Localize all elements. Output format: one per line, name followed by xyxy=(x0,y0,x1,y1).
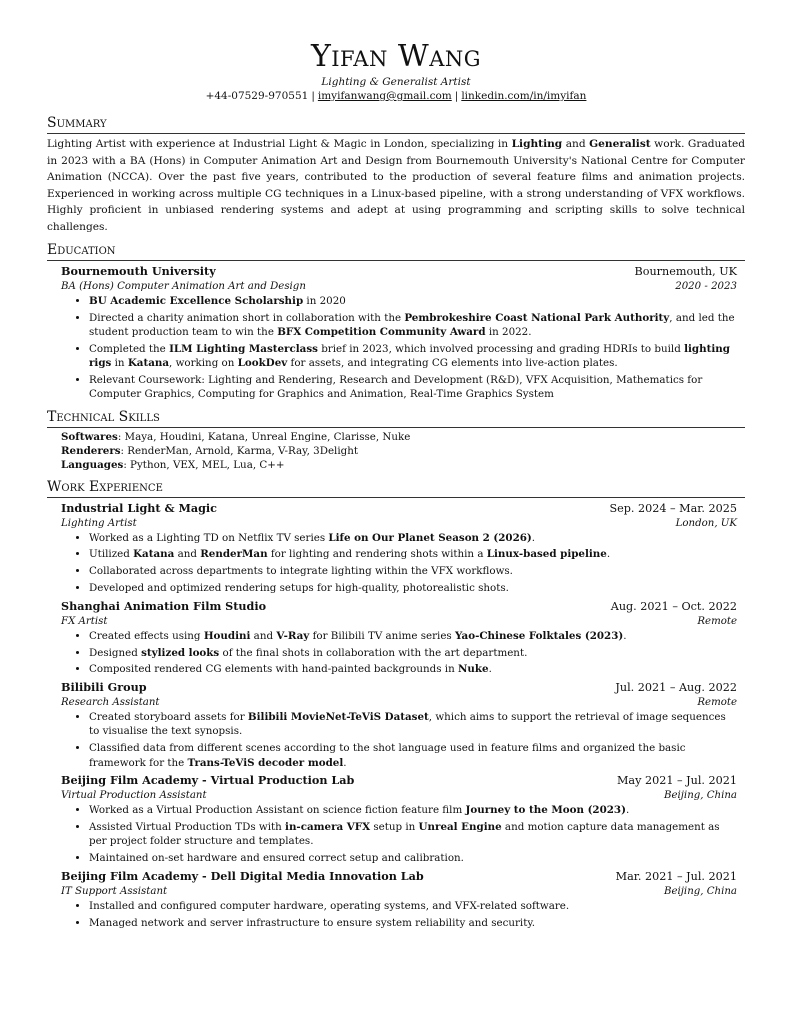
list-item: • Assisted Virtual Production TDs with in-camera VFX setup in Unreal Engine and motion capture data management as per project folder structure and templates. xyxy=(89,820,737,849)
job-location: Remote xyxy=(697,697,737,709)
skills-softwares: Softwares: Maya, Houdini, Katana, Unreal Engine, Clarisse, Nuke xyxy=(61,430,411,443)
job-location: Beijing, China xyxy=(664,790,737,802)
summary-bold: Lighting xyxy=(511,138,563,150)
job-bullets xyxy=(61,629,737,677)
email-link[interactable]: imyifanwang@gmail.com xyxy=(317,90,452,102)
job-bullets xyxy=(61,710,737,770)
list-item: • Installed and configured computer hardware, operating systems, and VFX-related software. xyxy=(89,899,737,913)
resume-page xyxy=(47,40,745,933)
job-bullets xyxy=(61,803,737,865)
list-item: • Worked as a Lighting TD on Netflix TV series Life on Our Planet Season 2 (2026). xyxy=(89,531,737,545)
list-item: • Completed the ILM Lighting Masterclass brief in 2023, which involved processing and grading HDRIs to build lighting rigs in Katana, working on LookDev for assets, and integrating CG elements into live-action plates. xyxy=(89,342,737,371)
job-location: Beijing, China xyxy=(664,886,737,898)
list-item: • Collaborated across departments to integrate lighting within the VFX workflows. xyxy=(89,564,737,578)
section-title-education: Education xyxy=(47,241,745,261)
summary-text: Lighting Artist with experience at Industrial Light & Magic in London, specializing in xyxy=(47,138,512,150)
list-item: • Composited rendered CG elements with hand-painted backgrounds in Nuke. xyxy=(89,662,737,676)
job-dates: Mar. 2021 – Jul. 2021 xyxy=(615,870,737,884)
list-item: • Directed a charity animation short in collaboration with the Pembrokeshire Coast National Park Authority, and led the student production team to win the BFX Competition Community Award in 2022. xyxy=(89,311,737,340)
skills-block xyxy=(47,430,745,472)
summary-text: and xyxy=(562,138,590,150)
section-title-summary: Summary xyxy=(47,114,745,134)
school-name: Bournemouth University xyxy=(61,264,216,278)
separator: | xyxy=(311,90,315,102)
list-item: • Created storyboard assets for Bilibili MovieNet-TeViS Dataset, which aims to support the retrieval of image sequences to visualise the text synopsis. xyxy=(89,710,737,739)
job-dates: May 2021 – Jul. 2021 xyxy=(616,774,737,788)
job-role: FX Artist xyxy=(61,615,108,627)
job-bullets xyxy=(61,531,737,596)
summary-text: work. Graduated in 2023 with a BA (Hons) in Computer Animation Art and Design from Bournemouth University's National Centre for Computer Animation (NCCA). Over the past five years, contributed to the production of several feature films and animation projects. Experienced in working across multiple CG techniques in a Linux-based pipeline, with a strong understanding of VFX workflows. Highly proficient in unbiased rendering systems and adept at using programming and scripting skills to solve technical challenges. xyxy=(47,138,746,233)
work-entry-shanghai xyxy=(47,598,745,677)
summary-paragraph xyxy=(47,136,745,235)
separator: | xyxy=(454,90,459,102)
job-role: IT Support Assistant xyxy=(61,886,168,898)
company-name: Beijing Film Academy - Dell Digital Media Innovation Lab xyxy=(61,869,424,884)
degree: BA (Hons) Computer Animation Art and Design xyxy=(61,281,306,292)
education-entry xyxy=(47,263,745,402)
work-entry-bilibili xyxy=(47,679,745,770)
resume-name: Yifan Wang xyxy=(310,39,482,74)
list-item: • Managed network and server infrastructure to ensure system reliability and security. xyxy=(89,916,737,930)
list-item: • Maintained on-set hardware and ensured correct setup and calibration. xyxy=(89,851,737,865)
list-item: • Utilized Katana and RenderMan for lighting and rendering shots within a Linux-based pipeline. xyxy=(89,547,737,561)
phone-number: +44-07529-970551 xyxy=(205,90,309,102)
list-item: • Relevant Coursework: Lighting and Rendering, Research and Development (R&D), VFX Acquisition, Mathematics for Computer Graphics, Computing for Graphics and Animation, Real-Time Graphics System xyxy=(89,373,737,402)
list-item: • Classified data from different scenes according to the shot language used in feature films and organized the basic framework for the Trans-TeViS decoder model. xyxy=(89,741,737,770)
list-item: • Developed and optimized rendering setups for high-quality, photorealistic shots. xyxy=(89,581,737,595)
job-location: London, UK xyxy=(675,517,737,529)
job-dates: Aug. 2021 – Oct. 2022 xyxy=(610,599,737,613)
contact-line xyxy=(47,89,745,104)
list-item: • BU Academic Excellence Scholarship in 2020 xyxy=(89,294,737,308)
job-role: Research Assistant xyxy=(61,697,160,709)
list-item: • Worked as a Virtual Production Assistant on science fiction feature film Journey to the Moon (2023). xyxy=(89,803,737,817)
section-title-skills: Technical Skills xyxy=(47,408,745,428)
summary-bold: Generalist xyxy=(589,138,651,150)
job-location: Remote xyxy=(697,615,737,627)
company-name: Shanghai Animation Film Studio xyxy=(61,598,267,613)
job-role: Virtual Production Assistant xyxy=(61,790,207,802)
resume-subtitle: Lighting & Generalist Artist xyxy=(321,76,471,88)
job-dates: Jul. 2021 – Aug. 2022 xyxy=(615,681,737,695)
job-bullets xyxy=(61,899,737,930)
job-dates: Sep. 2024 – Mar. 2025 xyxy=(609,501,737,515)
job-role: Lighting Artist xyxy=(61,517,137,529)
company-name: Industrial Light & Magic xyxy=(61,500,217,515)
company-name: Beijing Film Academy - Virtual Production Lab xyxy=(61,773,355,788)
section-title-work: Work Experience xyxy=(47,478,745,498)
skills-renderers: Renderers: RenderMan, Arnold, Karma, V-Ray, 3Delight xyxy=(61,444,358,457)
company-name: Bilibili Group xyxy=(61,680,147,695)
list-item: • Designed stylized looks of the final shots in collaboration with the art department. xyxy=(89,646,737,660)
work-entry-bfa-dell xyxy=(47,868,745,930)
linkedin-link[interactable]: linkedin.com/in/imyifan xyxy=(461,90,587,102)
education-dates: 2020 - 2023 xyxy=(675,281,737,292)
skills-languages: Languages: Python, VEX, MEL, Lua, C++ xyxy=(61,458,285,471)
school-location: Bournemouth, UK xyxy=(634,265,737,278)
list-item: • Created effects using Houdini and V-Ray for Bilibili TV anime series Yao-Chinese Folktales (2023). xyxy=(89,629,737,643)
work-entry-bfa-vp xyxy=(47,772,745,865)
work-entry-ilm xyxy=(47,500,745,596)
education-bullets xyxy=(61,294,737,402)
